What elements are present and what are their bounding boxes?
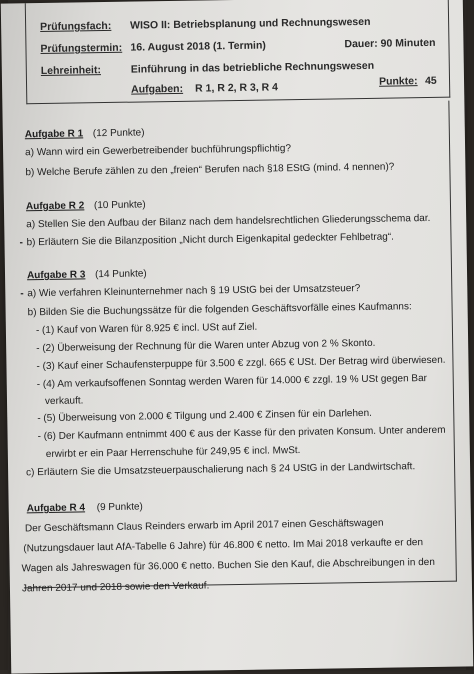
r3-title: Aufgabe R 3	[26, 269, 86, 282]
lehreinheit-value: Einführung in das betriebliche Rechnungswesen	[130, 59, 375, 76]
aufgaben-label: Aufgaben:	[131, 82, 184, 96]
pruefungstermin-label: Prüfungstermin:	[40, 41, 123, 56]
header-box	[25, 0, 451, 104]
pruefungsfach-label: Prüfungsfach:	[40, 19, 112, 34]
margin-check-mark: -	[19, 237, 23, 249]
r4-text-line: (Nutzungsdauer laut AfA-Tabelle 6 Jahre) für 46.800 € netto. Im Mai 2018 verkaufte er den	[23, 537, 424, 555]
margin-check-mark: -	[20, 288, 24, 300]
r1-question-b: b) Welche Berufe zählen zu den „freien“ Berufen nach §18 EStG (mind. 4 nennen)?	[25, 161, 395, 179]
r2-question-b: b) Erläutern Sie die Bilanzposition „Nicht durch Eigenkapital gedeckter Fehlbetrag“.	[26, 231, 394, 249]
r1-question-a: a) Wann wird ein Gewerbetreibender buchführungspflichtig?	[25, 143, 292, 159]
r1-points: (12 Punkte)	[92, 127, 145, 140]
r3-item: verkauft.	[44, 395, 84, 408]
r3-question-c: c) Erläutern Sie die Umsatzsteuerpauschalierung nach § 24 UStG in der Landwirtschaft.	[26, 461, 416, 479]
r1-title: Aufgabe R 1	[24, 128, 84, 141]
r3-item: - (1) Kauf von Waren für 8.925 € incl. USt auf Ziel.	[35, 321, 258, 337]
r3-question-b: b) Bilden Sie die Buchungssätze für die folgenden Geschäftsvorfälle eines Kaufmanns:	[27, 301, 412, 319]
aufgaben-value: R 1, R 2, R 3, R 4	[195, 81, 279, 95]
r3-item: - (5) Überweisung von 2.000 € Tilgung und 2.400 € Zinsen für ein Darlehen.	[37, 407, 372, 425]
punkte-label: Punkte:	[378, 75, 418, 88]
dauer-value: Dauer: 90 Minuten	[344, 36, 436, 51]
r3-points: (14 Punkte)	[94, 268, 147, 281]
r2-question-a: a) Stellen Sie den Aufbau der Bilanz nach dem handelsrechtlichen Gliederungsschema dar.	[26, 212, 431, 231]
r4-text-line: Der Geschäftsmann Claus Reinders erwarb im April 2017 einen Geschäftswagen	[24, 517, 384, 535]
pruefungstermin-value: 16. August 2018 (1. Termin)	[130, 39, 266, 54]
r3-item: erwirbt er ein Paar Herrenschuhe für 249,95 € incl. MwSt.	[45, 445, 301, 461]
punkte-value: 45	[424, 74, 437, 88]
r2-title: Aufgabe R 2	[25, 200, 85, 213]
pruefungsfach-value: WISO II: Betriebsplanung und Rechnungswesen	[130, 15, 371, 32]
r3-item: - (6) Der Kaufmann entnimmt 400 € aus der Kasse für den privaten Konsum. Unter anderem	[37, 424, 446, 443]
r3-item: - (2) Überweisung der Rechnung für die Waren unter Abzug von 2 % Skonto.	[36, 337, 376, 355]
r3-item: - (4) Am verkaufsoffenen Sonntag werden Waren für 14.000 € zzgl. 19 % USt gegen Bar	[36, 373, 428, 391]
r2-points: (10 Punkte)	[93, 199, 146, 212]
r3-item: - (3) Kauf einer Schaufensterpuppe für 3.500 € zzgl. 665 € USt. Der Betrag wird überwiesen.	[36, 354, 446, 373]
exam-sheet	[1, 0, 473, 674]
r4-title: Aufgabe R 4	[26, 502, 86, 515]
lehreinheit-label: Lehreinheit:	[40, 64, 102, 78]
r4-text-line: Jahren 2017 und 2018 sowie den Verkauf.	[21, 580, 210, 595]
r4-text-line: Wagen als Jahreswagen für 36.000 € netto. Buchen Sie den Kauf, die Abschreibungen in den	[21, 556, 435, 575]
r3-question-a: a) Wie verfahren Kleinunternehmer nach § 19 UStG bei der Umsatzsteuer?	[27, 283, 361, 300]
r4-points: (9 Punkte)	[96, 501, 143, 514]
